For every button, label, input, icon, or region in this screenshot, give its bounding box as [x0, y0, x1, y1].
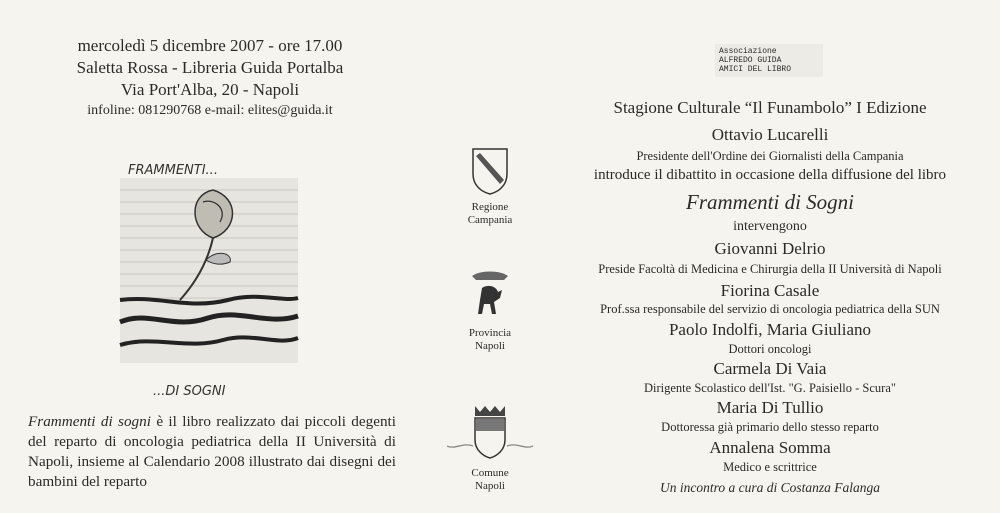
host-role: Presidente dell'Ordine dei Giornalisti della Campania [636, 149, 904, 163]
speakers-label: intervengono [733, 219, 807, 234]
speaker-name: Annalena Somma [709, 438, 831, 457]
regione-label-1: Regione [471, 201, 509, 213]
provincia-label-1: Provincia [468, 327, 512, 339]
horse-crest-icon [468, 268, 512, 322]
book-description [28, 412, 396, 492]
event-address: Via Port'Alba, 20 - Napoli [120, 80, 300, 99]
host-name: Ottavio Lucarelli [711, 125, 829, 144]
regione-label-2: Campania [467, 214, 513, 226]
speaker-role: Dottori oncologi [728, 342, 812, 356]
speaker-name: Paolo Indolfi, Maria Giuliano [668, 320, 872, 339]
city-crest-icon [445, 402, 535, 462]
speaker-name: Maria Di Tullio [716, 398, 824, 417]
book-title: Frammenti di Sogni [686, 190, 854, 214]
rose-drawing [118, 150, 303, 400]
season-title: Stagione Culturale “Il Funambolo” I Edizione [613, 98, 927, 117]
stamp-line-1: Associazione [719, 47, 777, 56]
provincia-logo [420, 268, 560, 353]
stamp-line-3: AMICI DEL LIBRO [719, 65, 792, 74]
speaker-name: Giovanni Delrio [714, 239, 826, 258]
speaker-role: Dottoressa già primario dello stesso reparto [661, 420, 879, 434]
regione-logo [420, 146, 560, 227]
stamp-line-2: ALFREDO GUIDA [719, 56, 782, 65]
speaker-name: Carmela Di Vaia [713, 359, 827, 378]
art-bottom-text: ...DI SOGNI [153, 384, 226, 399]
comune-logo [420, 402, 560, 493]
logos-column [420, 0, 560, 513]
curator-line: Un incontro a cura di Costanza Falanga [659, 480, 880, 495]
book-description-title: Frammenti di sogni [28, 413, 151, 430]
art-top-text: FRAMMENTI... [128, 163, 218, 178]
provincia-label-2: Napoli [475, 340, 505, 352]
speaker-role: Preside Facoltà di Medicina e Chirurgia della II Università di Napoli [598, 262, 942, 276]
association-stamp [715, 44, 823, 77]
speaker-role: Medico e scrittrice [723, 460, 817, 474]
speaker-role: Prof.ssa responsabile del servizio di oncologia pediatrica della SUN [600, 302, 940, 316]
speaker-name: Fiorina Casale [720, 281, 820, 300]
intro-line: introduce il dibattito in occasione della diffusione del libro [593, 167, 947, 183]
comune-label-1: Comune [471, 467, 509, 479]
book-description-body: è il libro realizzato dai piccoli degenti del reparto di oncologia pediatrica della II Università di Napoli, insieme al Calendario 2008 illustrato dai disegni dei bambini del reparto [28, 413, 396, 490]
regione-crest-icon [470, 146, 510, 196]
event-contacts: infoline: 081290768 e-mail: elites@guida.it [87, 103, 333, 118]
right-panel [540, 0, 1000, 513]
speaker-role: Dirigente Scolastico dell'Ist. "G. Paisiello - Scura" [644, 381, 896, 395]
comune-label-2: Napoli [475, 480, 505, 492]
left-panel [0, 0, 420, 513]
event-venue: Saletta Rossa - Libreria Guida Portalba [76, 58, 344, 77]
event-date: mercoledì 5 dicembre 2007 - ore 17.00 [77, 36, 343, 55]
